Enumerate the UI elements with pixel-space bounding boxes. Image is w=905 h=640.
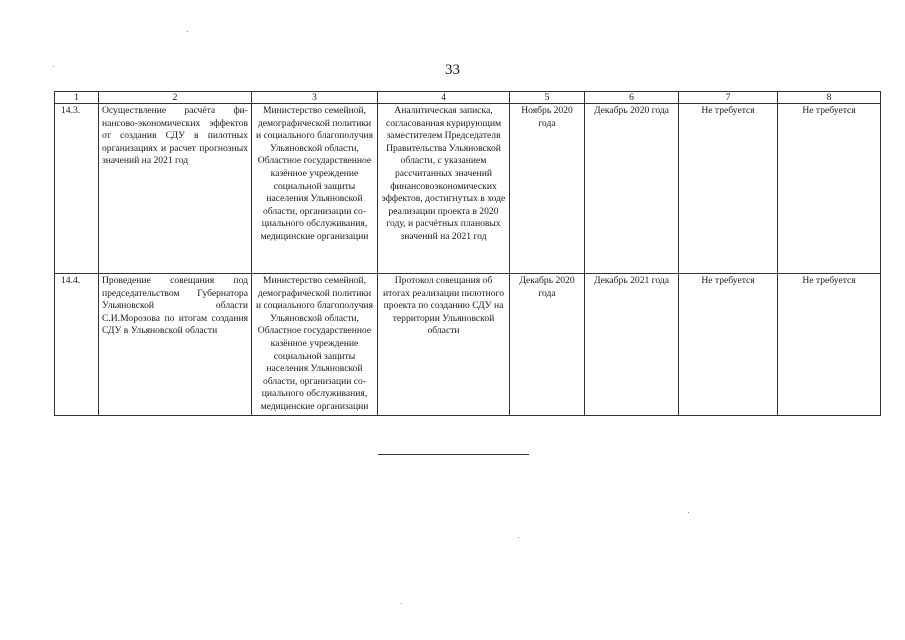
col7-cell: Не требуется bbox=[679, 104, 778, 274]
closing-line bbox=[378, 454, 529, 455]
result-cell: Протокол совещания об итогах реализации пилотного проекта по созданию СДУ на территории Ульяновской области bbox=[378, 274, 510, 416]
result-cell: Аналитическая записка, согласованная курирующим заместителем Председателя Правительства Ульяновской области, с указанием рассчитанных значений финансовоэкономических эффектов, достигнутых в ходе реализации проекта в 2020 году, и расчётных плановых значений на 2021 год bbox=[378, 104, 510, 274]
end-date-cell: Декабрь 2021 года bbox=[585, 274, 679, 416]
scan-speck bbox=[518, 537, 519, 538]
scan-speck bbox=[187, 31, 188, 32]
scan-speck bbox=[53, 66, 54, 67]
responsible-cell: Министерство семейной, демографической политики и социального благополучия Ульяновской области, Областное государственное казённое учреждение социальной защиты населения Ульяновской области, организации социального обслуживания, медицинские организации bbox=[252, 104, 378, 274]
header-row bbox=[55, 92, 881, 104]
column-header: 8 bbox=[778, 92, 881, 104]
column-header: 2 bbox=[99, 92, 252, 104]
action-cell: Проведение совещания под председательством Губернатора Ульяновской области С.И.Морозова по итогам создания СДУ в Ульяновской области bbox=[99, 274, 252, 416]
start-date-cell: Ноябрь 2020 года bbox=[510, 104, 585, 274]
responsible-cell: Министерство семейной, демографической политики и социального благополучия Ульяновской области, Областное государственное казённое учреждение социальной защиты населения Ульяновской области, организации социального обслуживания, медицинские организации bbox=[252, 274, 378, 416]
item-number: 14.4. bbox=[55, 274, 99, 416]
column-header: 5 bbox=[510, 92, 585, 104]
end-date-cell: Декабрь 2020 года bbox=[585, 104, 679, 274]
column-header: 7 bbox=[679, 92, 778, 104]
item-number: 14.3. bbox=[55, 104, 99, 274]
table-row bbox=[55, 104, 881, 274]
col8-cell: Не требуется bbox=[778, 274, 881, 416]
col8-cell: Не требуется bbox=[778, 104, 881, 274]
action-cell: Осуществление расчёта финансово-экономических эффектов от создания СДУ в пилотных организациях и расчет прогнозных значений на 2021 год bbox=[99, 104, 252, 274]
start-date-cell: Декабрь 2020 года bbox=[510, 274, 585, 416]
scan-speck bbox=[401, 603, 402, 604]
column-header: 4 bbox=[378, 92, 510, 104]
scan-speck bbox=[688, 512, 689, 513]
plan-table bbox=[54, 91, 881, 416]
page-number: 33 bbox=[445, 62, 460, 78]
column-header: 3 bbox=[252, 92, 378, 104]
column-header: 1 bbox=[55, 92, 99, 104]
column-header: 6 bbox=[585, 92, 679, 104]
col7-cell: Не требуется bbox=[679, 274, 778, 416]
table-row bbox=[55, 274, 881, 416]
